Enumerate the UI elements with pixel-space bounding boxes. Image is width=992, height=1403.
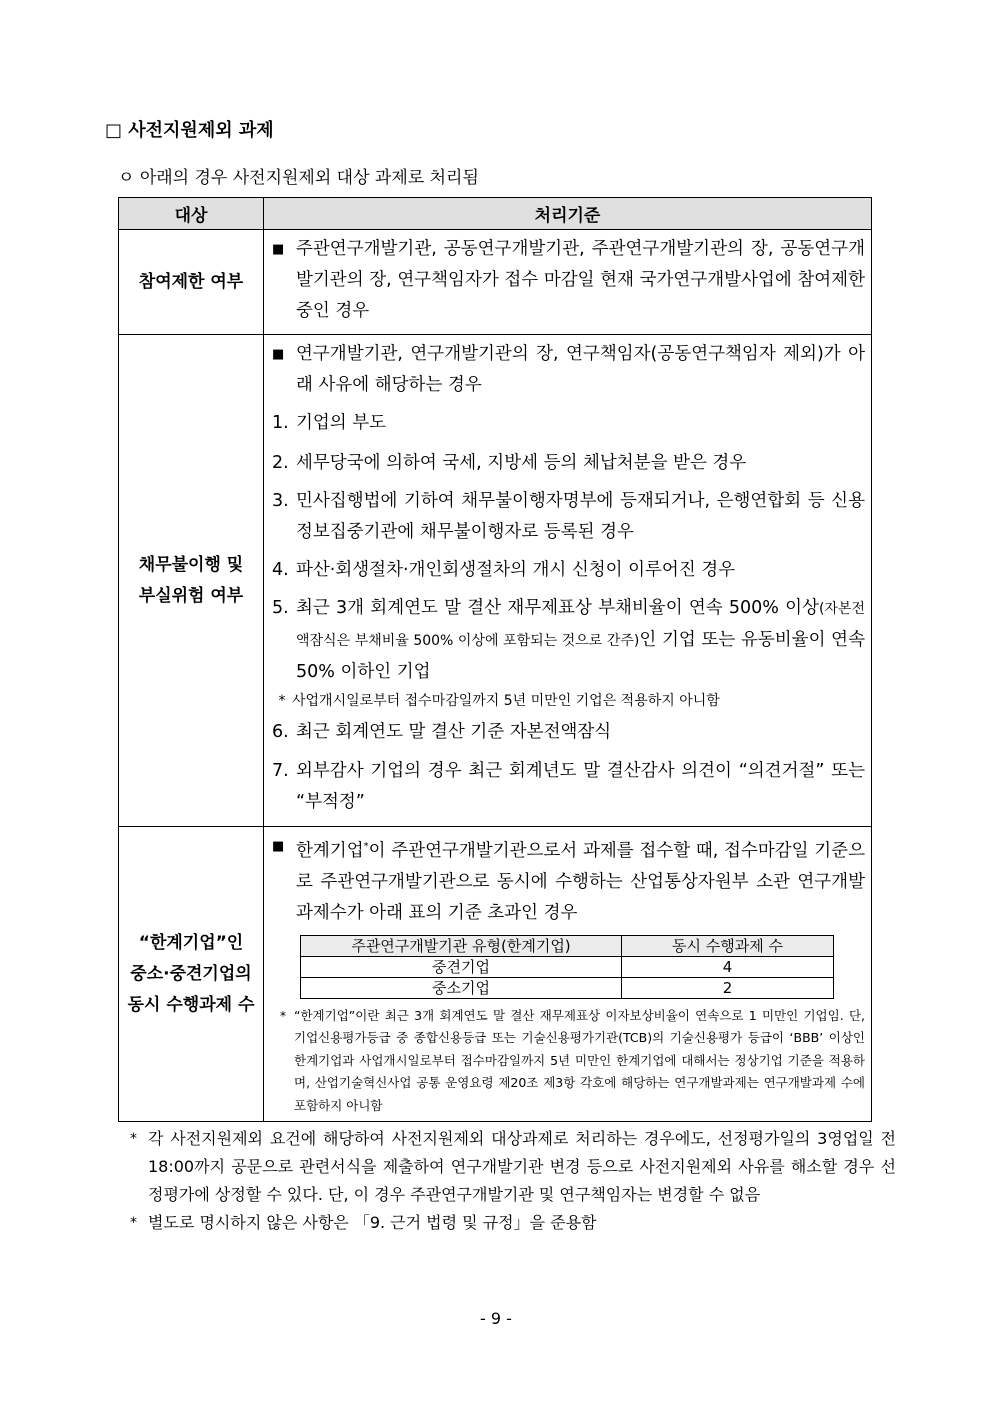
concurrent-projects-table xyxy=(300,935,834,999)
item-text-part: 최근 3개 회계연도 말 결산 재무제표상 부채비율이 연속 500% 이상 xyxy=(296,598,819,618)
table-row xyxy=(301,977,834,998)
inner-cell-type: 중견기업 xyxy=(301,956,622,977)
bottom-notes xyxy=(130,1125,896,1237)
note-text: 사업개시일로부터 접수마감일까지 5년 미만인 기업은 적용하지 아니함 xyxy=(292,693,720,709)
page-number: - 9 - xyxy=(480,1309,512,1328)
header-criteria: 처리기준 xyxy=(264,198,872,230)
asterisk-marker: * xyxy=(279,1007,287,1023)
footnote-marker: * xyxy=(363,841,369,852)
table-row xyxy=(119,335,872,827)
item-text xyxy=(296,593,865,688)
inner-header-type: 주관연구개발기관 유형(한계기업) xyxy=(301,935,622,956)
inner-header-row xyxy=(301,935,834,956)
criteria-cell xyxy=(264,230,872,335)
item-number: 3. xyxy=(272,491,289,511)
criteria-text: 연구개발기관, 연구개발기관의 장, 연구책임자(공동연구책임자 제외)가 아래 사유에 해당하는 경우 xyxy=(296,344,865,395)
criteria-bullet xyxy=(272,234,865,327)
footnote-text: “한계기업”이란 최근 3개 회계연도 말 결산 재무제표상 이자보상비율이 연속으로 1 미만인 기업임. 단, 기업신용평가등급 중 종합신용등급 또는 기술신용평가기관(TCB)의 기술신용평가 등급이 ‘BBB’ 이상인 한계기업과 사업개시일로부터 접수마감일까지 5년 미만인 한계기업에 대해서는 정상기업 기준을 적용하며, 산업기술혁신사업 공통 운영요령 제20조 제3항 각호에 해당하는 연구개발과제는 연구개발과제 수에 포함하지 아니함 xyxy=(294,1007,865,1113)
item-number: 4. xyxy=(272,560,289,580)
category-line: 중소·중견기업의 xyxy=(130,963,252,984)
category-line: 부실위험 여부 xyxy=(138,585,244,606)
inner-header-count: 동시 수행과제 수 xyxy=(622,935,834,956)
criteria-bullet xyxy=(272,339,865,401)
table-row xyxy=(119,230,872,335)
table-row xyxy=(119,827,872,1122)
category-line: “한계기업”인 xyxy=(138,932,244,953)
exclusion-criteria-table xyxy=(118,197,872,1122)
criteria-text-rest: 이 주관연구개발기관으로서 과제를 접수할 때, 접수마감일 기준으로 주관연구개발기관으로 동시에 수행하는 산업통상자원부 소관 연구개발과제수가 아래 표의 기준 초과인 경우 xyxy=(296,840,865,923)
header-target: 대상 xyxy=(119,198,264,230)
item-note xyxy=(272,688,865,714)
table-row xyxy=(301,956,834,977)
item-text: 최근 회계연도 말 결산 기준 자본전액잠식 xyxy=(296,722,612,742)
item-text: 민사집행법에 기하여 채무불이행자명부에 등재되거나, 은행연합회 등 신용정보집중기관에 채무불이행자로 등록된 경우 xyxy=(296,491,865,542)
bullet-marker: ■ xyxy=(272,839,285,854)
section-heading: □ 사전지원제외 과제 xyxy=(105,120,274,141)
inner-cell-type: 중소기업 xyxy=(301,977,622,998)
category-participation: 참여제한 여부 xyxy=(119,230,264,335)
inner-cell-count: 2 xyxy=(622,977,834,998)
list-item xyxy=(272,448,865,479)
asterisk-marker: * xyxy=(278,693,286,709)
item-text: 세무당국에 의하여 국세, 지방세 등의 체납처분을 받은 경우 xyxy=(296,453,747,473)
criteria-cell xyxy=(264,827,872,1122)
inner-cell-count: 4 xyxy=(622,956,834,977)
item-number: 5. xyxy=(272,598,289,618)
item-number: 1. xyxy=(272,413,289,433)
section-intro: ㅇ 아래의 경우 사전지원제외 대상 과제로 처리됨 xyxy=(118,168,479,188)
bullet-marker: ■ xyxy=(272,347,285,362)
asterisk-marker: * xyxy=(130,1131,137,1147)
item-number: 6. xyxy=(272,722,289,742)
category-default-risk xyxy=(119,335,264,827)
note-item xyxy=(130,1209,896,1237)
category-line: 채무불이행 및 xyxy=(138,554,244,575)
list-item xyxy=(272,555,865,586)
category-marginal-company xyxy=(119,827,264,1122)
category-line: 동시 수행과제 수 xyxy=(127,994,255,1015)
note-text: 별도로 명시하지 않은 사항은 「9. 근거 법령 및 규정」을 준용함 xyxy=(148,1213,597,1232)
list-item xyxy=(272,593,865,688)
criteria-bullet xyxy=(272,831,865,929)
item-text-parenthetical: (자본전액잠식은 부채비율 500% 이상에 포함되는 것으로 간주) xyxy=(296,601,865,649)
criteria-text xyxy=(296,831,865,929)
item-text: 외부감사 기업의 경우 최근 회계년도 말 결산감사 의견이 “의견거절” 또는 “부적정” xyxy=(296,761,865,812)
list-item xyxy=(272,756,865,818)
item-text: 기업의 부도 xyxy=(296,413,387,433)
bullet-marker: ■ xyxy=(272,242,285,257)
footnote xyxy=(272,1005,865,1118)
criteria-cell xyxy=(264,335,872,827)
item-text: 파산·회생절차·개인회생절차의 개시 신청이 이루어진 경우 xyxy=(296,560,736,580)
list-item xyxy=(272,408,865,439)
item-number: 7. xyxy=(272,761,289,781)
item-text-part: 인 기업 또는 유동비율이 연속 50% 이하인 기업 xyxy=(296,630,865,682)
criteria-text: 주관연구개발기관, 공동연구개발기관, 주관연구개발기관의 장, 공동연구개발기관의 장, 연구책임자가 접수 마감일 현재 국가연구개발사업에 참여제한 중인 경우 xyxy=(296,239,865,321)
table-header-row xyxy=(119,198,872,230)
term-marginal-company: 한계기업 xyxy=(296,840,364,861)
list-item xyxy=(272,486,865,548)
note-text: 각 사전지원제외 요건에 해당하여 사전지원제외 대상과제로 처리하는 경우에도, 선정평가일의 3영업일 전 18:00까지 공문으로 관련서식을 제출하여 연구개발기관 변경 등으로 사전지원제외 사유를 해소할 경우 선정평가에 상정할 수 있다. 단, 이 경우 주관연구개발기관 및 연구책임자는 변경할 수 없음 xyxy=(148,1129,896,1204)
asterisk-marker: * xyxy=(130,1215,137,1231)
note-item xyxy=(130,1125,896,1209)
list-item xyxy=(272,717,865,748)
item-number: 2. xyxy=(272,453,289,473)
